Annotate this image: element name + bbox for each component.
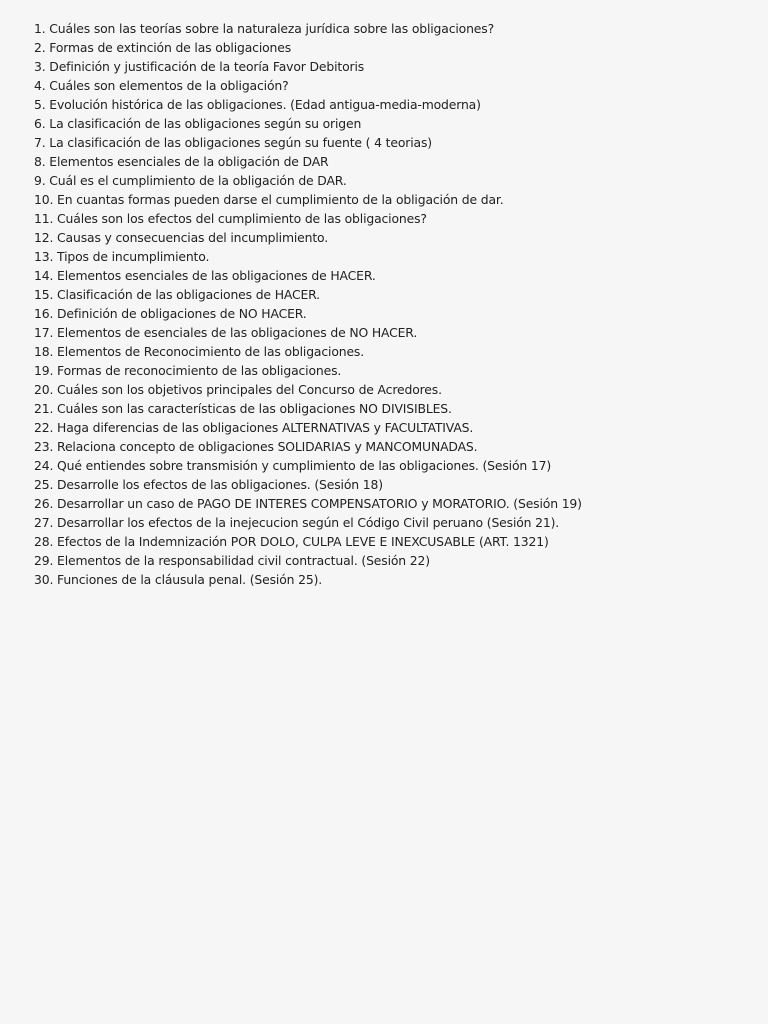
question-item: 2. Formas de extinción de las obligaciones xyxy=(34,40,292,55)
question-item: 8. Elementos esenciales de la obligación de DAR xyxy=(34,154,329,169)
question-item: 23. Relaciona concepto de obligaciones SOLIDARIAS y MANCOMUNADAS. xyxy=(34,439,478,454)
question-item: 22. Haga diferencias de las obligaciones ALTERNATIVAS y FACULTATIVAS. xyxy=(34,420,474,435)
question-item: 6. La clasificación de las obligaciones según su origen xyxy=(34,116,362,131)
question-item: 13. Tipos de incumplimiento. xyxy=(34,249,210,264)
question-item: 27. Desarrollar los efectos de la inejecucion según el Código Civil peruano (Sesión 21). xyxy=(34,515,560,530)
question-item: 26. Desarrollar un caso de PAGO DE INTERES COMPENSATORIO y MORATORIO. (Sesión 19) xyxy=(34,496,582,511)
question-item: 7. La clasificación de las obligaciones según su fuente ( 4 teorias) xyxy=(34,135,432,150)
question-item: 30. Funciones de la cláusula penal. (Sesión 25). xyxy=(34,572,323,587)
question-item: 11. Cuáles son los efectos del cumplimiento de las obligaciones? xyxy=(34,211,427,226)
question-item: 14. Elementos esenciales de las obligaciones de HACER. xyxy=(34,268,376,283)
question-item: 21. Cuáles son las características de las obligaciones NO DIVISIBLES. xyxy=(34,401,452,416)
question-item: 12. Causas y consecuencias del incumplimiento. xyxy=(34,230,329,245)
question-item: 25. Desarrolle los efectos de las obligaciones. (Sesión 18) xyxy=(34,477,383,492)
question-item: 20. Cuáles son los objetivos principales del Concurso de Acredores. xyxy=(34,382,442,397)
question-item: 9. Cuál es el cumplimiento de la obligación de DAR. xyxy=(34,173,347,188)
question-list xyxy=(34,19,582,589)
question-item: 28. Efectos de la Indemnización POR DOLO, CULPA LEVE E INEXCUSABLE (ART. 1321) xyxy=(34,534,549,549)
question-item: 16. Definición de obligaciones de NO HACER. xyxy=(34,306,307,321)
question-item: 19. Formas de reconocimiento de las obligaciones. xyxy=(34,363,342,378)
question-item: 24. Qué entiendes sobre transmisión y cumplimiento de las obligaciones. (Sesión 17) xyxy=(34,458,552,473)
question-item: 18. Elementos de Reconocimiento de las obligaciones. xyxy=(34,344,365,359)
question-item: 10. En cuantas formas pueden darse el cumplimiento de la obligación de dar. xyxy=(34,192,504,207)
question-item: 15. Clasificación de las obligaciones de HACER. xyxy=(34,287,320,302)
question-item: 4. Cuáles son elementos de la obligación? xyxy=(34,78,289,93)
question-item: 5. Evolución histórica de las obligaciones. (Edad antigua-media-moderna) xyxy=(34,97,481,112)
question-item: 3. Definición y justificación de la teoría Favor Debitoris xyxy=(34,59,365,74)
question-item: 17. Elementos de esenciales de las obligaciones de NO HACER. xyxy=(34,325,418,340)
question-item: 29. Elementos de la responsabilidad civil contractual. (Sesión 22) xyxy=(34,553,430,568)
question-item: 1. Cuáles son las teorías sobre la naturaleza jurídica sobre las obligaciones? xyxy=(34,21,494,36)
